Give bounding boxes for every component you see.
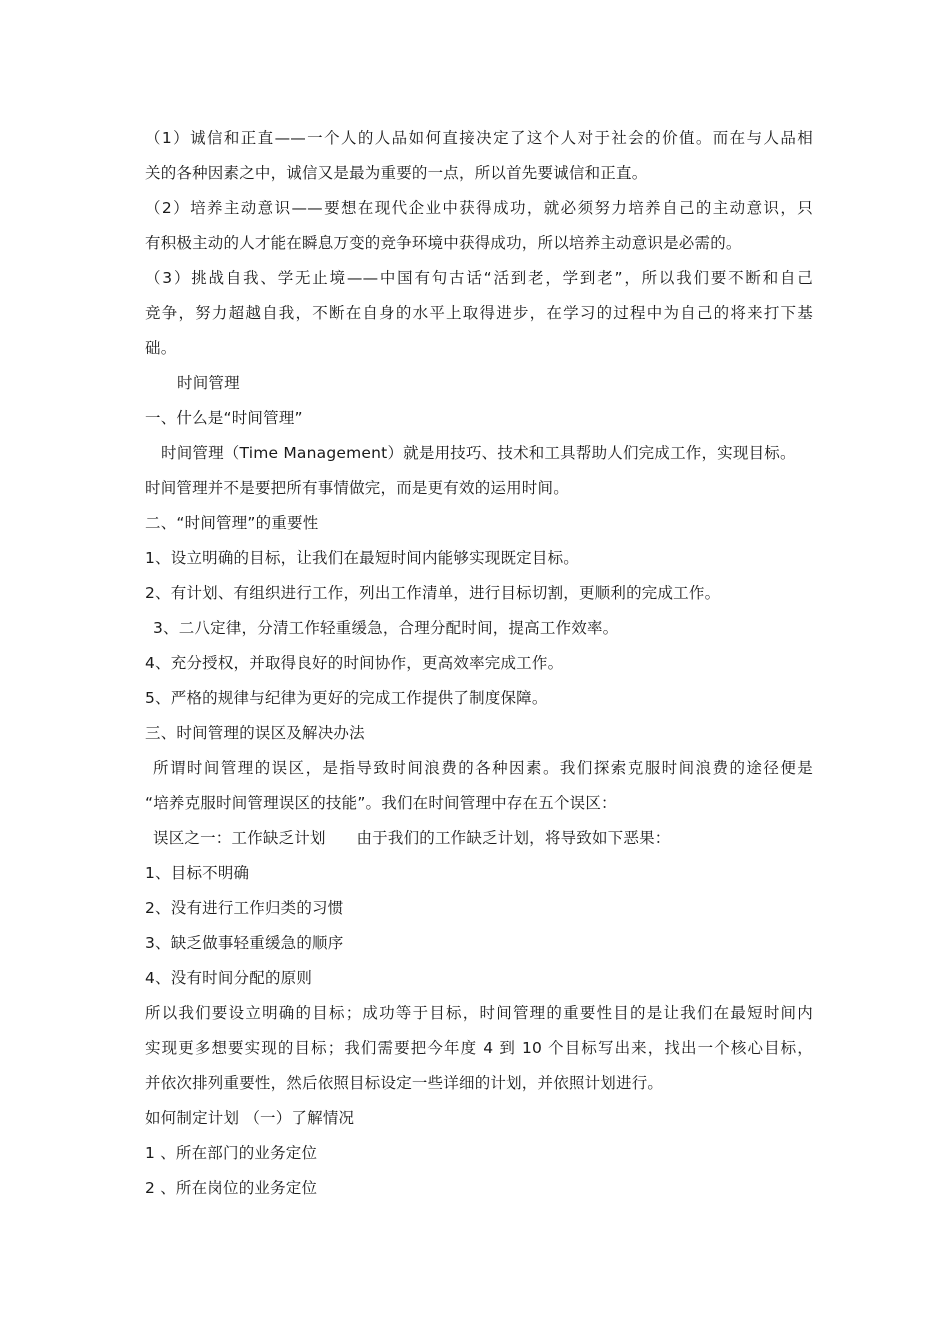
heading: 如何制定计划 （一）了解情况 xyxy=(145,1109,355,1127)
paragraph-line: （1）诚信和正直——一个人的人品如何直接决定了这个人对于社会的价值。而在与人品相 xyxy=(145,129,813,147)
list-item: 3、二八定律，分清工作轻重缓急，合理分配时间，提高工作效率。 xyxy=(153,619,619,637)
list-item: 1 、所在部门的业务定位 xyxy=(145,1144,318,1162)
paragraph-line: 所谓时间管理的误区，是指导致时间浪费的各种因素。我们探索克服时间浪费的途径便是 xyxy=(153,759,813,777)
paragraph-line: 竞争，努力超越自我，不断在自身的水平上取得进步，在学习的过程中为自己的将来打下基 xyxy=(145,304,813,322)
paragraph-line: 误区之一：工作缺乏计划 由于我们的工作缺乏计划，将导致如下恶果： xyxy=(153,829,671,847)
list-item: 4、充分授权，并取得良好的时间协作，更高效率完成工作。 xyxy=(145,654,564,672)
document-body xyxy=(145,121,813,1206)
list-item: 4、没有时间分配的原则 xyxy=(145,969,313,987)
list-item: 2、没有进行工作归类的习惯 xyxy=(145,899,344,917)
paragraph-line: 实现更多想要实现的目标；我们需要把今年度 4 到 10 个目标写出来，找出一个核心目标， xyxy=(145,1039,813,1057)
heading: 三、时间管理的误区及解决办法 xyxy=(145,724,365,742)
list-item: 2、有计划、有组织进行工作，列出工作清单，进行目标切割，更顺利的完成工作。 xyxy=(145,584,721,602)
paragraph-line: “培养克服时间管理误区的技能”。我们在时间管理中存在五个误区： xyxy=(145,794,617,812)
paragraph-line: 关的各种因素之中，诚信又是最为重要的一点，所以首先要诚信和正直。 xyxy=(145,164,648,182)
paragraph-line: 时间管理（Time Management）就是用技巧、技术和工具帮助人们完成工作，实现目标。 xyxy=(161,444,796,462)
paragraph-line: （2）培养主动意识——要想在现代企业中获得成功，就必须努力培养自己的主动意识，只 xyxy=(145,199,813,217)
paragraph-line: 有积极主动的人才能在瞬息万变的竞争环境中获得成功，所以培养主动意识是必需的。 xyxy=(145,234,742,252)
list-item: 3、缺乏做事轻重缓急的顺序 xyxy=(145,934,344,952)
list-item: 5、严格的规律与纪律为更好的完成工作提供了制度保障。 xyxy=(145,689,548,707)
list-item: 2 、所在岗位的业务定位 xyxy=(145,1179,318,1197)
list-item: 1、目标不明确 xyxy=(145,864,250,882)
paragraph-line: 并依次排列重要性，然后依照目标设定一些详细的计划，并依照计划进行。 xyxy=(145,1074,664,1092)
heading: 一、什么是“时间管理” xyxy=(145,409,303,427)
paragraph-line: 所以我们要设立明确的目标；成功等于目标，时间管理的重要性目的是让我们在最短时间内 xyxy=(145,1004,813,1022)
section-title: 时间管理 xyxy=(177,374,240,392)
paragraph-line: 础。 xyxy=(145,339,177,357)
heading: 二、“时间管理”的重要性 xyxy=(145,514,319,532)
list-item: 1、设立明确的目标，让我们在最短时间内能够实现既定目标。 xyxy=(145,549,579,567)
paragraph-line: （3）挑战自我、学无止境——中国有句古话“活到老，学到老”，所以我们要不断和自己 xyxy=(145,269,813,287)
paragraph-line: 时间管理并不是要把所有事情做完，而是更有效的运用时间。 xyxy=(145,479,569,497)
